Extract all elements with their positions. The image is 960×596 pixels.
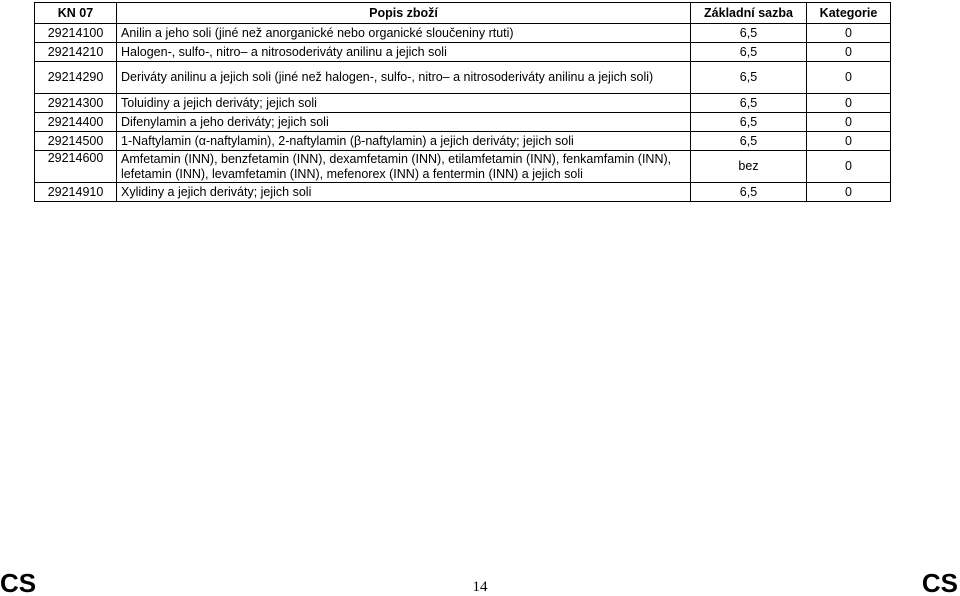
row-rate: 6,5 — [691, 132, 807, 151]
row-category: 0 — [807, 132, 891, 151]
row-category: 0 — [807, 94, 891, 113]
row-rate: 6,5 — [691, 43, 807, 62]
row-rate: 6,5 — [691, 62, 807, 94]
tariff-table — [34, 2, 891, 202]
row-description: Deriváty anilinu a jejich soli (jiné než halogen-, sulfo-, nitro– a nitrosoderiváty anilinu a jejich soli) — [117, 62, 691, 94]
row-rate: 6,5 — [691, 113, 807, 132]
row-category: 0 — [807, 151, 891, 183]
table-header-row — [35, 3, 891, 24]
row-description: Amfetamin (INN), benzfetamin (INN), dexamfetamin (INN), etilamfetamin (INN), fenkamfamin (INN), lefetamin (INN), levamfetamin (INN), mefenorex (INN) a fentermin (INN) a jejich soli — [117, 151, 691, 183]
row-description: 1-Naftylamin (α-naftylamin), 2-naftylamin (β-naftylamin) a jejich deriváty; jejich soli — [117, 132, 691, 151]
row-rate: 6,5 — [691, 94, 807, 113]
page-number: 14 — [472, 579, 488, 595]
row-category: 0 — [807, 113, 891, 132]
row-description: Xylidiny a jejich deriváty; jejich soli — [117, 183, 691, 202]
row-code: 29214210 — [35, 43, 117, 62]
row-code: 29214290 — [35, 62, 117, 94]
row-rate: 6,5 — [691, 24, 807, 43]
header-description: Popis zboží — [117, 3, 691, 24]
row-code: 29214500 — [35, 132, 117, 151]
table-row — [35, 151, 891, 183]
row-category: 0 — [807, 43, 891, 62]
row-code: 29214910 — [35, 183, 117, 202]
row-description: Anilin a jeho soli (jiné než anorganické nebo organické sloučeniny rtuti) — [117, 24, 691, 43]
row-description: Toluidiny a jejich deriváty; jejich soli — [117, 94, 691, 113]
header-category: Kategorie — [807, 3, 891, 24]
table-row — [35, 43, 891, 62]
table-row — [35, 113, 891, 132]
row-description: Difenylamin a jeho deriváty; jejich soli — [117, 113, 691, 132]
row-code: 29214600 — [35, 151, 117, 183]
table-row — [35, 183, 891, 202]
footer-language-mark-right: CS — [921, 568, 958, 596]
row-rate: 6,5 — [691, 183, 807, 202]
table-row — [35, 94, 891, 113]
row-code: 29214400 — [35, 113, 117, 132]
header-kn-code: KN 07 — [35, 3, 117, 24]
footer-language-mark-left: CS — [0, 568, 37, 596]
row-category: 0 — [807, 24, 891, 43]
row-rate: bez — [691, 151, 807, 183]
table-row — [35, 24, 891, 43]
table-row — [35, 62, 891, 94]
row-category: 0 — [807, 62, 891, 94]
row-code: 29214300 — [35, 94, 117, 113]
row-category: 0 — [807, 183, 891, 202]
header-base-rate: Základní sazba — [691, 3, 807, 24]
table-row — [35, 132, 891, 151]
row-description: Halogen-, sulfo-, nitro– a nitrosoderiváty anilinu a jejich soli — [117, 43, 691, 62]
row-code: 29214100 — [35, 24, 117, 43]
